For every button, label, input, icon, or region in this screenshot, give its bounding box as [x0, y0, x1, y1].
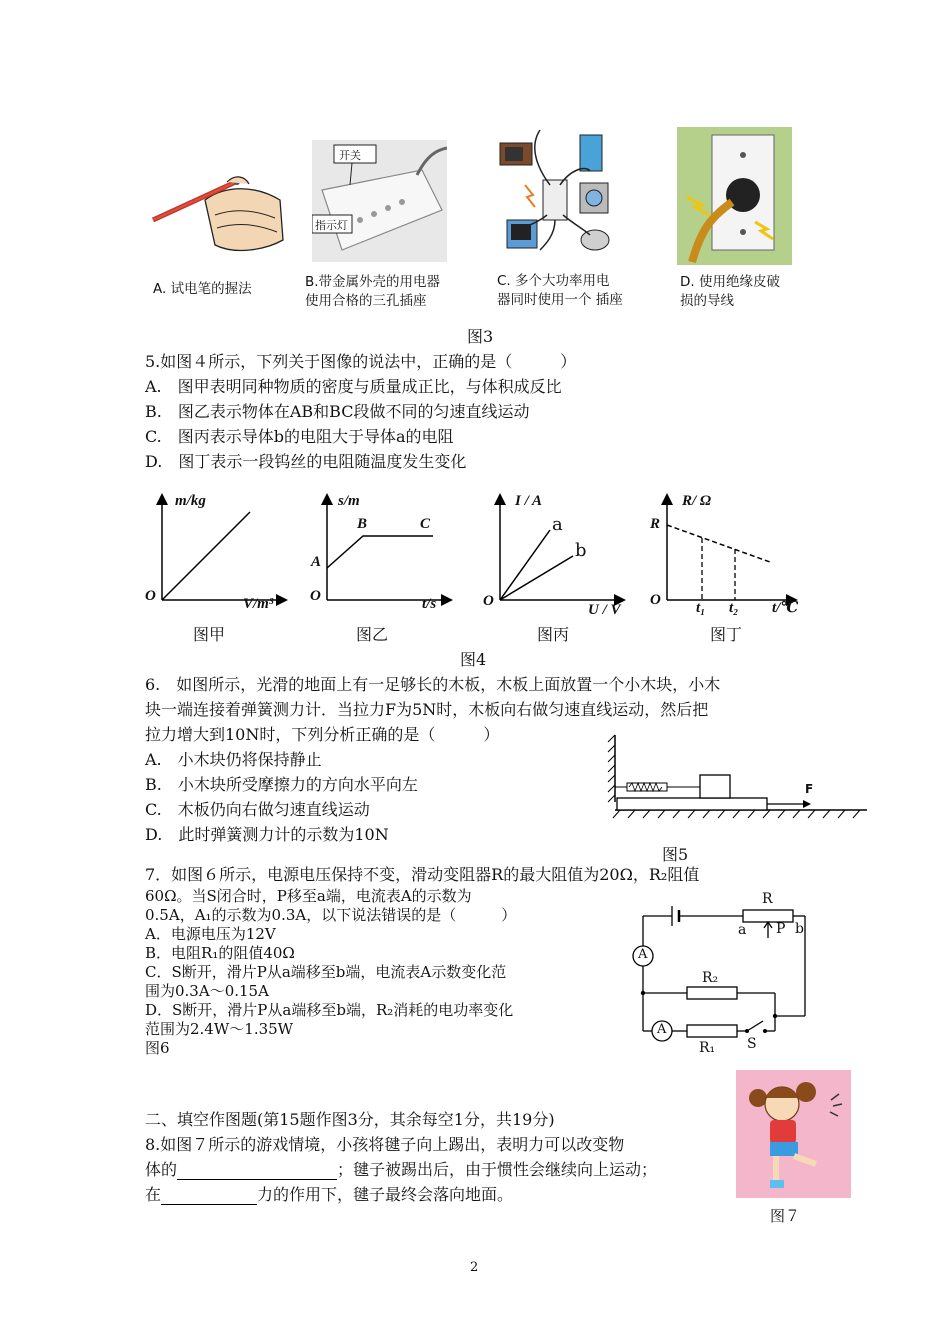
- ding-t2-label: t₂: [729, 600, 739, 616]
- q7-option-a: A．电源电压为12V: [145, 925, 276, 943]
- q7-option-d-line1: D．S断开，滑片P从a端移至b端，R₂消耗的电功率变化: [145, 1001, 514, 1019]
- fig4-title: 图4: [460, 650, 487, 669]
- power-strip-icon: [312, 140, 447, 262]
- q7-option-d-line2: 范围为2.4W～1.35W: [145, 1020, 294, 1038]
- q7-line2: 60Ω。当S闭合时，P移至a端，电流表A的示数为: [145, 887, 472, 905]
- fig3-title: 图3: [467, 327, 494, 346]
- block: [700, 775, 730, 798]
- circuit-label-p: P: [776, 921, 786, 937]
- yi-y-label: s/m: [338, 493, 360, 509]
- q7-option-c-line1: C．S断开，滑片P从a端移至b端，电流表A示数变化范: [145, 963, 507, 981]
- q8-line1: 8.如图７所示的游戏情境，小孩将毽子向上踢出，表明力可以改变物: [145, 1135, 625, 1154]
- fig3-d-damaged-wire-image: [677, 127, 792, 265]
- jia-origin: O: [145, 588, 156, 604]
- q8-line2-suffix: ；毽子被踢出后，由于惯性会继续向上运动；: [337, 1160, 658, 1179]
- fig3-b-power-strip-image: [312, 140, 447, 262]
- overloaded-socket-icon: [495, 125, 630, 265]
- fig5-title: 图5: [662, 845, 689, 864]
- fig4-caption-bing: 图丙: [537, 625, 570, 644]
- q5-option-d: D. 图丁表示一段钨丝的电阻随温度发生变化: [145, 452, 467, 471]
- ammeter-a-label: A: [638, 947, 648, 962]
- resistor-r2: [687, 987, 737, 999]
- hand-holding-pen-icon: [145, 160, 293, 270]
- yi-x-label: t/s: [422, 596, 437, 612]
- board: [617, 798, 767, 810]
- yi-line: [327, 536, 433, 568]
- circuit-label-r: R: [762, 891, 773, 907]
- resistor-r1: [687, 1025, 737, 1037]
- fig3-caption-c-line1: C. 多个大功率用电: [497, 273, 610, 289]
- fig3-caption-d-line1: D. 使用绝缘皮破: [680, 274, 780, 290]
- q8-blank-1[interactable]: [177, 1163, 337, 1180]
- fig3-caption-b-line1: B.带金属外壳的用电器: [305, 274, 441, 290]
- q6-option-c: C. 木板仍向右做匀速直线运动: [145, 800, 370, 819]
- fig3-caption-d-line2: 损的导线: [680, 293, 734, 309]
- jia-y-label: m/kg: [175, 493, 206, 509]
- circuit-label-a: a: [738, 922, 747, 938]
- q7-line1: 7．如图６所示，电源电压保持不变，滑动变阻器R的最大阻值为20Ω，R₂阻值: [145, 865, 700, 884]
- ding-origin: O: [650, 592, 661, 608]
- bing-y-label: I / A: [515, 493, 542, 509]
- ding-line: [667, 525, 770, 562]
- jia-x-label: V/m³: [243, 596, 274, 612]
- q5-option-b: B. 图乙表示物体在AB和BC段做不同的匀速直线运动: [145, 402, 530, 421]
- fig4-caption-ding: 图丁: [710, 625, 743, 644]
- q8-line3-suffix: 力的作用下，毽子最终会落向地面。: [257, 1185, 514, 1204]
- circuit-label-s: S: [747, 1036, 757, 1052]
- q5-stem: 5.如图４所示，下列关于图像的说法中，正确的是（ ）: [145, 352, 577, 371]
- damaged-wire-socket-icon: [677, 127, 792, 265]
- graph-yi: [305, 488, 455, 618]
- q5-option-a: A. 图甲表明同种物质的密度与质量成正比，与体积成反比: [145, 377, 562, 396]
- spring-scale: [627, 783, 667, 791]
- fig4-caption-yi: 图乙: [356, 625, 389, 644]
- q6-option-d: D. 此时弹簧测力计的示数为10N: [145, 825, 389, 844]
- jia-line: [162, 512, 250, 600]
- child-kicking-shuttlecock-icon: [736, 1070, 851, 1198]
- indicator-light-label: 指示灯: [315, 219, 348, 232]
- yi-point-b: B: [357, 516, 368, 532]
- q8-line2: [145, 1160, 657, 1180]
- fig7-child-kicking-shuttlecock-image: [736, 1070, 851, 1198]
- q7-line3: 0.5A，A₁的示数为0.3A，以下说法错误的是（ ）: [145, 906, 517, 924]
- q6-line2: 块一端连接着弹簧测力计．当拉力F为5N时，木板向右做匀速直线运动，然后把: [145, 700, 709, 719]
- bing-label-b: b: [575, 540, 587, 561]
- q6-line1: 6. 如图所示，光滑的地面上有一足够长的木板，木板上面放置一个小木块，小木: [145, 675, 721, 694]
- fig6-title: 图6: [145, 1039, 170, 1057]
- fig7-title: 图７: [770, 1207, 801, 1225]
- q7-option-b: B．电阻R₁的阻值40Ω: [145, 944, 295, 962]
- bing-origin: O: [483, 593, 494, 609]
- fig3-caption-c-line2: 器同时使用一个 插座: [497, 292, 623, 308]
- yi-point-a: A: [311, 554, 322, 570]
- ammeter-a1-label: A: [657, 1022, 667, 1037]
- bing-line-b: [500, 556, 573, 600]
- graph-bing: [478, 488, 628, 623]
- yi-origin: O: [310, 588, 321, 604]
- fig4-caption-jia: 图甲: [193, 625, 226, 644]
- switch-s: [747, 1021, 763, 1031]
- page-number: 2: [470, 1260, 479, 1275]
- circuit-label-b: b: [795, 921, 804, 937]
- fig3-caption-b-line2: 使用合格的三孔插座: [305, 293, 427, 309]
- ding-x-label: t/℃: [772, 600, 799, 616]
- ding-y-label: R/ Ω: [682, 493, 712, 509]
- force-label: F: [805, 782, 814, 796]
- q6-option-a: A. 小木块仍将保持静止: [145, 750, 322, 769]
- circuit-label-r1: R₁: [699, 1040, 716, 1056]
- fig5-block-board-diagram: [605, 730, 870, 825]
- q8-line2-prefix: 体的: [145, 1160, 178, 1179]
- graph-jia: [140, 488, 290, 618]
- rheostat-r: [743, 910, 793, 922]
- q5-option-c: C. 图丙表示导体b的电阻大于导体a的电阻: [145, 427, 454, 446]
- ding-t1-label: t₁: [696, 600, 706, 616]
- q7-option-c-line2: 围为0.3A～0.15A: [145, 982, 269, 1000]
- q8-line3: [145, 1185, 513, 1205]
- force-arrow-icon: [803, 800, 811, 808]
- switch-label: 开关: [339, 149, 361, 162]
- circuit-label-r2: R₂: [702, 970, 719, 986]
- q6-line3: 拉力增大到10N时，下列分析正确的是（ ）: [145, 725, 500, 744]
- fig3-c-overloaded-socket-image: [495, 125, 630, 265]
- q6-option-b: B. 小木块所受摩擦力的方向水平向左: [145, 775, 418, 794]
- fig3-caption-a: A. 试电笔的握法: [153, 281, 252, 297]
- fig3-a-tester-pen-image: [145, 160, 293, 270]
- q8-blank-2[interactable]: [161, 1188, 257, 1205]
- bing-line-a: [500, 530, 550, 600]
- graph-ding: [645, 488, 805, 623]
- bing-x-label: U / V: [588, 602, 621, 618]
- ding-r-label: R: [650, 516, 661, 532]
- bing-label-a: a: [552, 514, 563, 535]
- q8-line3-prefix: 在: [145, 1185, 162, 1204]
- yi-point-c: C: [420, 516, 431, 532]
- section2-heading: 二、填空作图题(第15题作图3分，其余每空1分，共19分): [145, 1110, 555, 1129]
- fig6-circuit-diagram: [625, 888, 815, 1063]
